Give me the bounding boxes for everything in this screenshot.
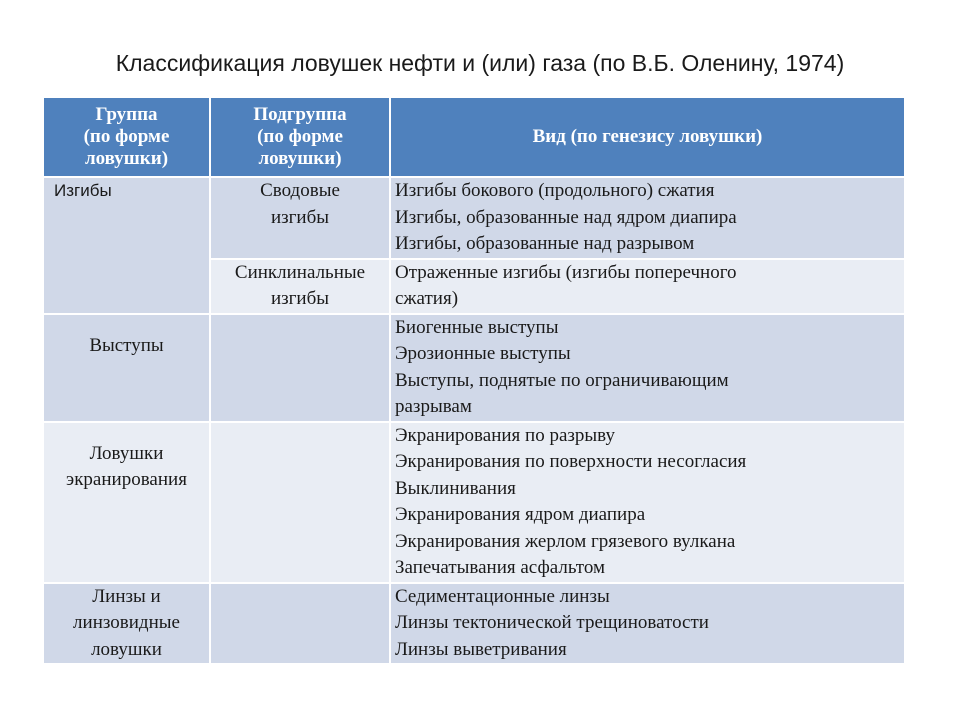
type-item: Седиментационные линзы — [395, 585, 610, 607]
type-item: Линзы тектонической трещиноватости — [395, 612, 709, 633]
group-line: линзовидные — [73, 612, 180, 633]
table-row — [43, 177, 905, 259]
header-subgroup-line: (по форме — [257, 126, 343, 147]
group-line: экранирования — [66, 469, 187, 490]
type-cell-lenses — [390, 583, 905, 665]
header-subgroup-line: ловушки) — [258, 148, 342, 169]
type-item: Биогенные выступы — [395, 316, 559, 338]
header-type: Вид (по генезису ловушки) — [390, 97, 905, 177]
group-cell-lenses — [43, 583, 210, 665]
type-item: Линзы выветривания — [395, 638, 567, 660]
group-line: ловушки — [91, 638, 162, 660]
group-cell-bends: Изгибы — [43, 177, 210, 314]
table-row — [43, 314, 905, 422]
type-item: Экранирования ядром диапира — [395, 504, 646, 525]
header-subgroup-line: Подгруппа — [253, 104, 347, 125]
type-item: Запечатывания асфальтом — [395, 557, 606, 578]
header-group — [43, 97, 210, 177]
type-item: Экранирования по поверхности несогласия — [395, 451, 747, 472]
subgroup-line: изгибы — [270, 288, 330, 309]
header-group-line: (по форме — [83, 126, 170, 147]
type-item: Эрозионные выступы — [395, 343, 571, 364]
type-cell-ledges — [390, 314, 905, 422]
subgroup-cell-empty — [210, 583, 390, 665]
subgroup-cell-arch — [210, 177, 390, 259]
group-cell-screening — [43, 422, 210, 583]
type-item: Экранирования жерлом грязевого вулкана — [395, 530, 736, 552]
type-cell-syncline — [390, 259, 905, 314]
subgroup-cell-empty — [210, 422, 390, 583]
subgroup-line: Синклинальные — [234, 261, 366, 283]
header-group-line: Группа — [95, 104, 158, 125]
subgroup-line: изгибы — [270, 206, 330, 228]
classification-table — [42, 96, 906, 665]
type-item: Изгибы бокового (продольного) сжатия — [395, 180, 715, 201]
type-item: разрывам — [395, 396, 472, 417]
type-item: сжатия) — [395, 288, 459, 309]
header-group-line: ловушки) — [84, 148, 169, 169]
table-row — [43, 422, 905, 583]
type-item: Изгибы, образованные над ядром диапира — [395, 206, 737, 228]
header-subgroup — [210, 97, 390, 177]
subgroup-cell-empty — [210, 314, 390, 422]
type-item: Выклинивания — [395, 477, 516, 499]
type-cell-arch — [390, 177, 905, 259]
type-item: Выступы, поднятые по ограничивающим — [395, 369, 729, 391]
subgroup-line: Сводовые — [260, 180, 340, 201]
type-cell-screening — [390, 422, 905, 583]
table-row — [43, 583, 905, 665]
table-header-row — [43, 97, 905, 177]
group-line: Линзы и — [92, 585, 161, 607]
type-item: Отраженные изгибы (изгибы поперечного — [395, 261, 737, 283]
subgroup-cell-syncline — [210, 259, 390, 314]
group-cell-ledges: Выступы — [43, 314, 210, 422]
type-item: Экранирования по разрыву — [395, 424, 615, 446]
type-item: Изгибы, образованные над разрывом — [395, 233, 695, 254]
group-line: Ловушки — [89, 442, 164, 464]
slide-title: Классификация ловушек нефти и (или) газа (по В.Б. Оленину, 1974) — [115, 50, 845, 76]
